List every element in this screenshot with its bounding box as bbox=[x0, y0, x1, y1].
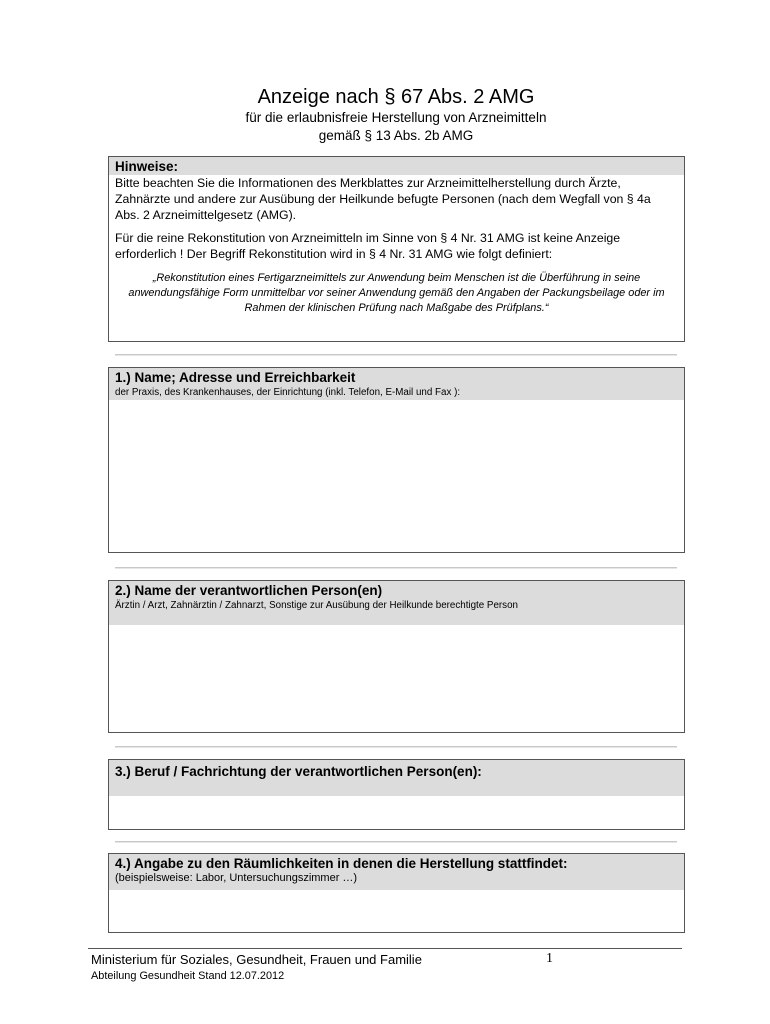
footer-rule bbox=[88, 948, 682, 949]
section-1-input-area[interactable] bbox=[109, 400, 684, 555]
page-number: 1 bbox=[546, 951, 553, 966]
section-2-subtitle: Ärztin / Arzt, Zahnärztin / Zahnarzt, Sonstige zur Ausübung der Heilkunde berechtigte Person bbox=[115, 600, 518, 611]
section-2-responsible-person bbox=[108, 580, 685, 733]
separator bbox=[115, 567, 677, 569]
section-2-input-area[interactable] bbox=[109, 625, 684, 735]
section-3-input-area[interactable] bbox=[109, 796, 684, 832]
hinweise-paragraph-2: Für die reine Rekonstitution von Arzneimitteln im Sinne von § 4 Nr. 31 AMG ist keine Anzeige erforderlich ! Der Begriff Rekonstitution wird in § 4 Nr. 31 AMG wie folgt definiert: bbox=[115, 231, 621, 261]
document-subtitle-line2: gemäß § 13 Abs. 2b AMG bbox=[318, 128, 474, 143]
document-title: Anzeige nach § 67 Abs. 2 AMG bbox=[257, 86, 535, 108]
hinweise-title: Hinweise: bbox=[115, 159, 179, 174]
document-subtitle-line1: für die erlaubnisfreie Herstellung von Arzneimitteln bbox=[245, 110, 547, 125]
section-1-name-address bbox=[108, 367, 685, 553]
separator bbox=[115, 354, 677, 356]
footer-ministry: Ministerium für Soziales, Gesundheit, Frauen und Familie bbox=[91, 952, 422, 967]
hinweise-paragraph-1: Bitte beachten Sie die Informationen des Merkblattes zur Arzneimittelherstellung durch Ärzte, Zahnärzte und andere zur Ausübung der Heilkunde befugte Personen (nach dem Wegfall von § 4a Abs. 2 Arzneimittelgesetz (AMG). bbox=[115, 176, 651, 222]
section-4-title: 4.) Angabe zu den Räumlichkeiten in denen die Herstellung stattfindet: bbox=[115, 856, 568, 871]
separator bbox=[115, 841, 677, 843]
hinweise-box bbox=[108, 156, 685, 342]
section-1-title: 1.) Name; Adresse und Erreichbarkeit bbox=[115, 370, 356, 385]
section-4-input-area[interactable] bbox=[109, 890, 684, 935]
section-1-subtitle: der Praxis, des Krankenhauses, der Einrichtung (inkl. Telefon, E-Mail und Fax ): bbox=[115, 387, 461, 398]
section-2-title: 2.) Name der verantwortlichen Person(en) bbox=[115, 583, 383, 598]
section-3-title: 3.) Beruf / Fachrichtung der verantwortlichen Person(en): bbox=[115, 764, 482, 779]
separator bbox=[115, 746, 677, 748]
section-3-profession bbox=[108, 759, 685, 830]
section-4-premises bbox=[108, 853, 685, 933]
footer-department-date: Abteilung Gesundheit Stand 12.07.2012 bbox=[91, 970, 285, 982]
rekonstitution-definition-quote: „Rekonstitution eines Fertigarzneimittels zur Anwendung beim Menschen ist die Überführung in seine anwendungsfähige Form unmittelbar vor seiner Anwendung gemäß den Angaben der Packungsbeilage oder im Rahmen der klinischen Prüfung nach Maßgabe des Prüfplans.“ bbox=[128, 272, 665, 314]
section-4-subtitle: (beispielsweise: Labor, Untersuchungszimmer …) bbox=[115, 872, 358, 884]
